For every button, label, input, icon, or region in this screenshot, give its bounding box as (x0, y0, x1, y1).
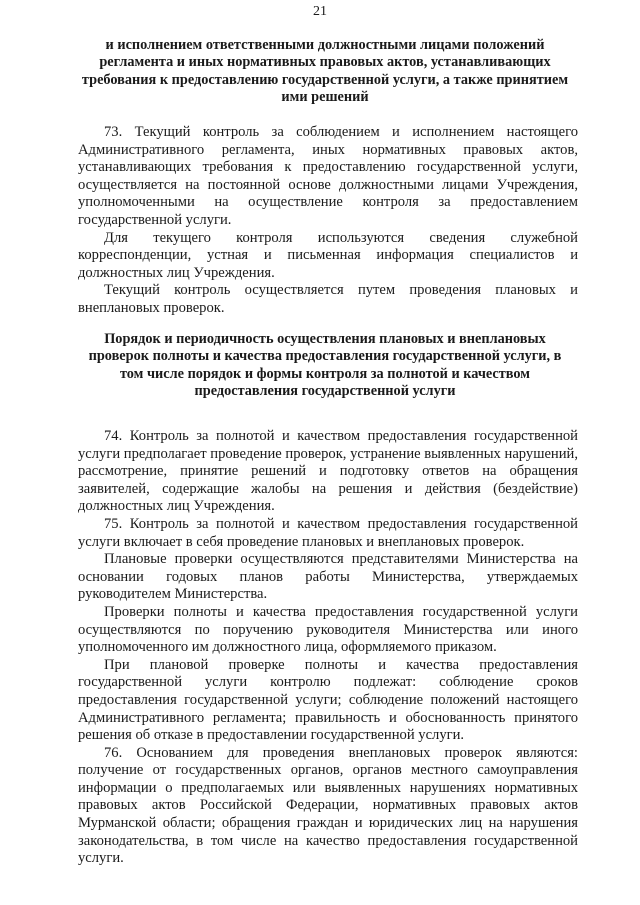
section-body-current-control (78, 124, 578, 318)
section-heading-inspections: Порядок и периодичность осуществления плановых и внеплановых проверок полноты и качества предоставления государственной услуги, в том числе порядок и формы контроля за полнотой и качеством предоставления государственной услуги (88, 331, 562, 400)
paragraph-73: 73. Текущий контроль за соблюдением и исполнением настоящего Административного регламента, иных нормативных правовых актов, устанавливающих требования к предоставлению государственной услуги, осуществляется на постоянной основе должностными лицами Учреждения, уполномоченными на осуществление контроля за предоставлением государственной услуги. (78, 124, 578, 228)
paragraph-75: 75. Контроль за полнотой и качеством предоставления государственной услуги включает в себя проведение плановых и внеплановых проверок. (78, 515, 578, 550)
section-body-inspections (78, 428, 578, 868)
paragraph-current-control-sources: Для текущего контроля используются сведения служебной корреспонденции, устная и письменная информация специалистов и должностных лиц Учреждения. (78, 229, 578, 281)
page-number: 21 (313, 4, 327, 19)
paragraph-current-control-method: Текущий контроль осуществляется путем проведения плановых и внеплановых проверок. (78, 282, 578, 316)
paragraph-74: 74. Контроль за полнотой и качеством предоставления государственной услуги предполагает проведение проверок, устранение выявленных нарушений, рассмотрение, принятие решений и подготовку ответов на обращения заявителей, содержащие жалобы на решения и действия (бездействие) должностных лиц Учреждения. (78, 428, 578, 515)
paragraph-76: 76. Основанием для проведения внеплановых проверок являются: получение от государственных органов, органов местного самоуправления информации о предполагаемых или выявленных нарушениях нормативных правовых актов Российской Федерации, нормативных правовых актов Мурманской области; обращения граждан и юридических лиц на нарушения законодательства, в том числе на качество предоставления государственной услуги. (78, 744, 578, 867)
paragraph-planned-inspections: Плановые проверки осуществляются представителями Министерства на основании годовых планов работы Министерства, утверждаемых руководителем Министерства. (78, 551, 578, 603)
section-heading-continuation: и исполнением ответственными должностными лицами положений регламента и иных нормативных правовых актов, устанавливающих требования к предоставлению государственной услуги, а также принятием ими решений (81, 37, 569, 106)
paragraph-planned-inspection-scope: При плановой проверке полноты и качества предоставления государственной услуги контролю подлежат: соблюдение сроков предоставления государственной услуги; соблюдение положений настоящего Административного регламента; правильность и обоснованность принятого решения об отказе в предоставлении государственной услуги. (78, 656, 578, 744)
paragraph-inspection-order: Проверки полноты и качества предоставления государственной услуги осуществляются по поручению руководителя Министерства или иного уполномоченного им должностного лица, оформляемого приказом. (78, 603, 578, 656)
